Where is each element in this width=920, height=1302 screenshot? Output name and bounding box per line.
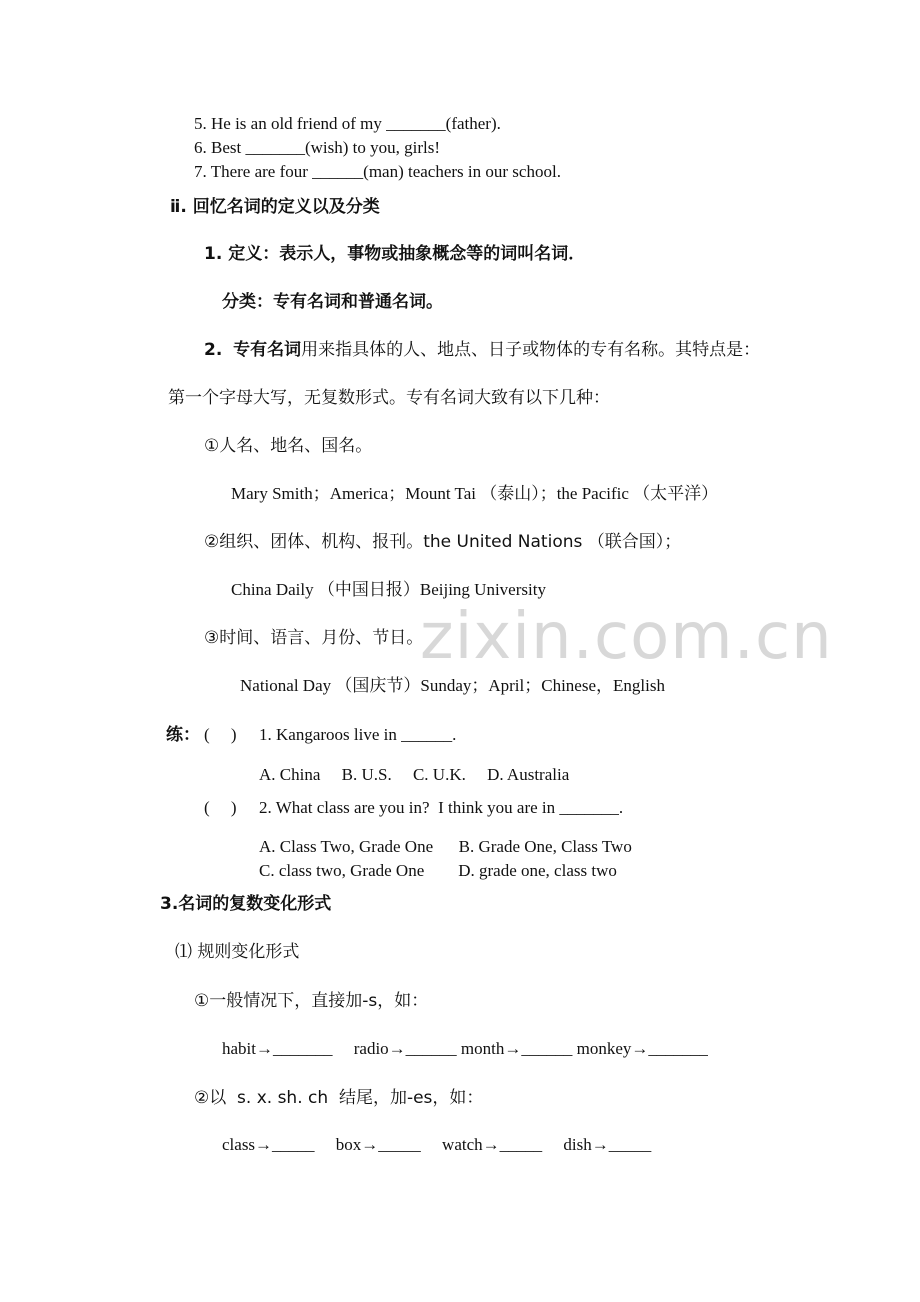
proper-noun-description: 用来指具体的人、地点、日子或物体的专有名称。其特点是： (301, 340, 761, 360)
practice-q1-paren: ( ) (204, 725, 237, 744)
rule-2-examples: class→_____ box→_____ watch→_____ dish→_____ (222, 1135, 652, 1154)
exercise-6: 6. Best _______(wish) to you, girls! (194, 138, 441, 157)
practice-q2-options-1: A. Class Two, Grade One B. Grade One, Class Two (259, 837, 632, 856)
rule-1: ①一般情况下，直接加-s，如： (194, 991, 429, 1011)
proper-noun-line (204, 339, 760, 361)
definition-line (204, 243, 585, 265)
rule-1-examples: habit→_______ radio→______ month→______ monkey→_______ (222, 1039, 708, 1058)
exercise-7: 7. There are four ______(man) teachers in our school. (194, 162, 561, 181)
proper-noun-line-2: 第一个字母大写，无复数形式。专有名词大致有以下几种： (168, 388, 610, 408)
practice-q2-paren: ( ) (204, 798, 237, 817)
definition-number: 1. (204, 244, 223, 264)
category-2: ②组织、团体、机构、报刊。the United Nations （联合国）； (204, 532, 682, 552)
category-3: ③时间、语言、月份、节日。 (204, 628, 424, 648)
section-3-sub1: ⑴ 规则变化形式 (175, 942, 300, 962)
section-3-heading: 3.名词的复数变化形式 (160, 894, 332, 914)
practice-label: 练： (166, 725, 200, 745)
category-1: ①人名、地名、国名。 (204, 436, 373, 456)
practice-q1: 1. Kangaroos live in ______. (259, 725, 457, 744)
practice-q2-options-2: C. class two, Grade One D. grade one, class two (259, 861, 617, 880)
rule-2: ②以 s. x. sh. ch 结尾，加-es，如： (194, 1088, 484, 1108)
exercise-5: 5. He is an old friend of my _______(father). (194, 114, 501, 133)
practice-q2: 2. What class are you in? I think you are in _______. (259, 798, 624, 817)
category-3-examples: National Day （国庆节）Sunday；April；Chinese，English (240, 676, 665, 695)
proper-noun-term: 专有名词 (233, 340, 302, 360)
classification-line: 分类：专有名词和普通名词。 (222, 292, 443, 312)
watermark: zixin.com.cn (420, 600, 833, 674)
practice-q1-options: A. China B. U.S. C. U.K. D. Australia (259, 765, 570, 784)
category-2-examples: China Daily （中国日报）Beijing University (231, 580, 546, 599)
definition-text: 定义：表示人，事物或抽象概念等的词叫名词． (228, 244, 586, 264)
proper-number: 2. (204, 340, 223, 360)
category-1-examples: Mary Smith；America；Mount Tai （泰山）；the Pacific （太平洋） (231, 484, 719, 503)
section-ii-heading: ⅱ. 回忆名词的定义以及分类 (170, 197, 380, 217)
